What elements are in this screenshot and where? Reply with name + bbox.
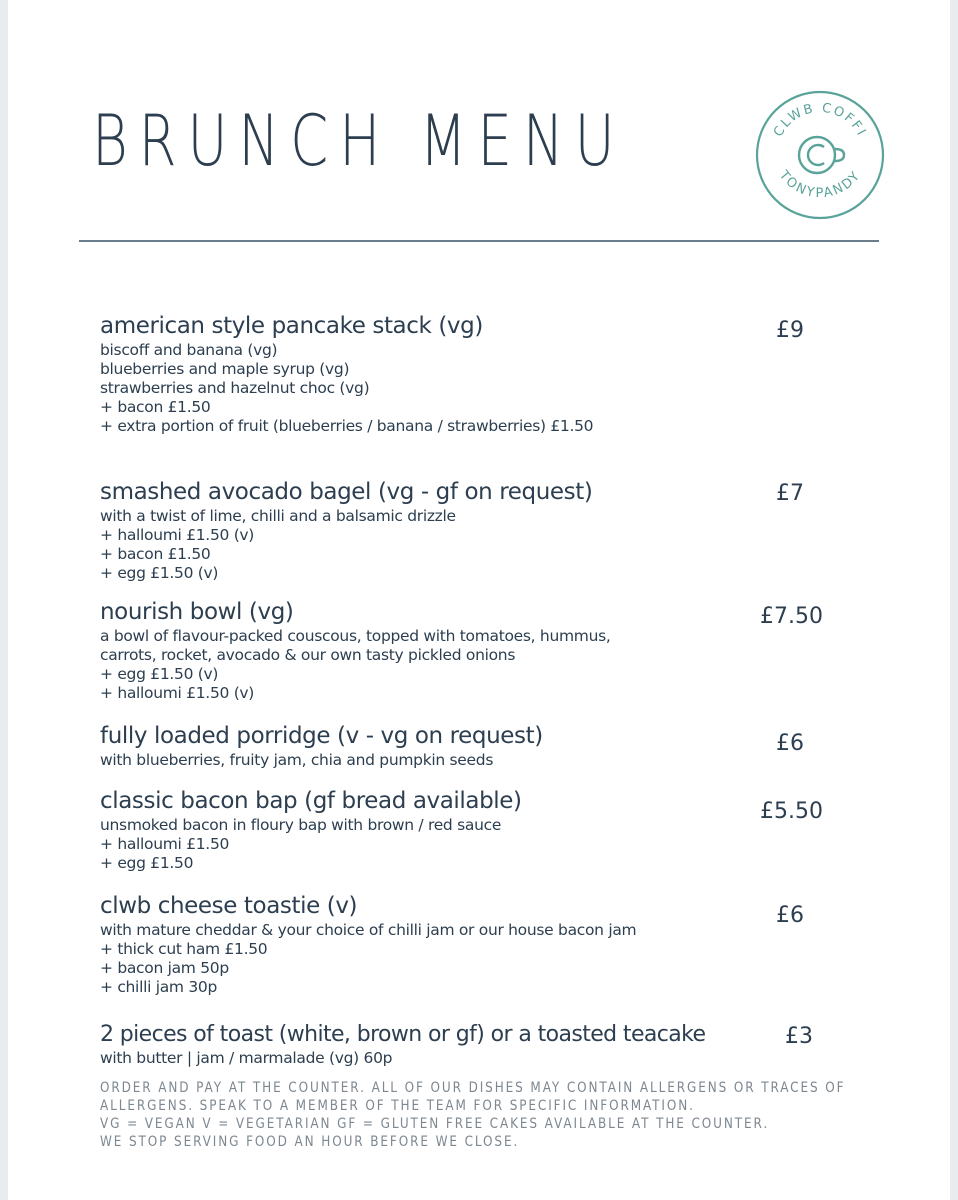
item-desc-line: + bacon jam 50p bbox=[100, 959, 229, 977]
logo-bottom-text: TONYPANDY bbox=[775, 168, 865, 202]
item-desc-line: biscoff and banana (vg) bbox=[100, 341, 278, 359]
logo-top-text: CLWB COFFI bbox=[770, 100, 870, 140]
clwb-coffi-logo bbox=[751, 86, 889, 224]
item-desc-line: with butter | jam / marmalade (vg) 60p bbox=[100, 1049, 393, 1067]
item-desc-line: + halloumi £1.50 bbox=[100, 835, 230, 853]
item-name: classic bacon bap (gf bread available) bbox=[100, 788, 522, 814]
item-price: £6 bbox=[776, 903, 804, 928]
item-price: £9 bbox=[776, 318, 804, 343]
item-name: smashed avocado bagel (vg - gf on request) bbox=[100, 479, 593, 505]
item-name: american style pancake stack (vg) bbox=[100, 313, 483, 339]
item-desc-line: strawberries and hazelnut choc (vg) bbox=[100, 379, 370, 397]
footer-line: WE STOP SERVING FOOD AN HOUR BEFORE WE CLOSE. bbox=[100, 1134, 520, 1150]
footer-line: ALLERGENS. SPEAK TO A MEMBER OF THE TEAM FOR SPECIFIC INFORMATION. bbox=[100, 1098, 695, 1114]
item-name: nourish bowl (vg) bbox=[100, 599, 294, 625]
page-title: BRUNCH MENU bbox=[92, 100, 626, 182]
footer-line: ORDER AND PAY AT THE COUNTER. ALL OF OUR DISHES MAY CONTAIN ALLERGENS OR TRACES OF bbox=[100, 1080, 846, 1096]
menu-item-cheese-toastie bbox=[100, 892, 860, 997]
item-desc-line: + egg £1.50 (v) bbox=[100, 665, 219, 683]
menu-item-nourish-bowl bbox=[100, 598, 860, 703]
item-desc-line: + halloumi £1.50 (v) bbox=[100, 526, 255, 544]
item-desc-line: a bowl of flavour-packed couscous, topped with tomatoes, hummus, bbox=[100, 627, 611, 645]
item-desc-line: with blueberries, fruity jam, chia and pumpkin seeds bbox=[100, 751, 494, 769]
item-name: fully loaded porridge (v - vg on request) bbox=[100, 723, 543, 749]
item-price: £7 bbox=[776, 481, 804, 506]
menu-item-avocado-bagel bbox=[100, 478, 860, 583]
menu-item-bacon-bap bbox=[100, 787, 860, 873]
item-desc-line: carrots, rocket, avocado & our own tasty pickled onions bbox=[100, 646, 516, 664]
item-desc-line: + egg £1.50 bbox=[100, 854, 194, 872]
item-name: clwb cheese toastie (v) bbox=[100, 893, 358, 919]
item-price: £6 bbox=[776, 731, 804, 756]
item-desc-line: + bacon £1.50 bbox=[100, 545, 211, 563]
menu-item-toast bbox=[100, 1020, 860, 1068]
item-name: 2 pieces of toast (white, brown or gf) or a toasted teacake bbox=[100, 1022, 706, 1047]
item-price: £7.50 bbox=[760, 604, 823, 629]
item-desc-line: + thick cut ham £1.50 bbox=[100, 940, 268, 958]
item-desc-line: with mature cheddar & your choice of chilli jam or our house bacon jam bbox=[100, 921, 637, 939]
item-price: £3 bbox=[785, 1024, 813, 1049]
footer-line: VG = VEGAN V = VEGETARIAN GF = GLUTEN FREE CAKES AVAILABLE AT THE COUNTER. bbox=[100, 1116, 770, 1132]
coffee-cup-icon bbox=[799, 137, 844, 173]
item-desc-line: unsmoked bacon in floury bap with brown / red sauce bbox=[100, 816, 502, 834]
item-desc-line: + egg £1.50 (v) bbox=[100, 564, 219, 582]
item-desc-line: + extra portion of fruit (blueberries / banana / strawberries) £1.50 bbox=[100, 417, 594, 435]
menu-item-porridge bbox=[100, 722, 860, 770]
item-desc-line: + chilli jam 30p bbox=[100, 978, 218, 996]
menu-page bbox=[8, 0, 950, 1200]
header-divider bbox=[79, 240, 879, 242]
item-desc-line: blueberries and maple syrup (vg) bbox=[100, 360, 350, 378]
item-desc-line: with a twist of lime, chilli and a balsamic drizzle bbox=[100, 507, 456, 525]
item-price: £5.50 bbox=[760, 799, 823, 824]
menu-item-pancake-stack bbox=[100, 312, 860, 436]
footer-notice bbox=[100, 1079, 846, 1151]
item-desc-line: + halloumi £1.50 (v) bbox=[100, 684, 255, 702]
item-desc-line: + bacon £1.50 bbox=[100, 398, 211, 416]
